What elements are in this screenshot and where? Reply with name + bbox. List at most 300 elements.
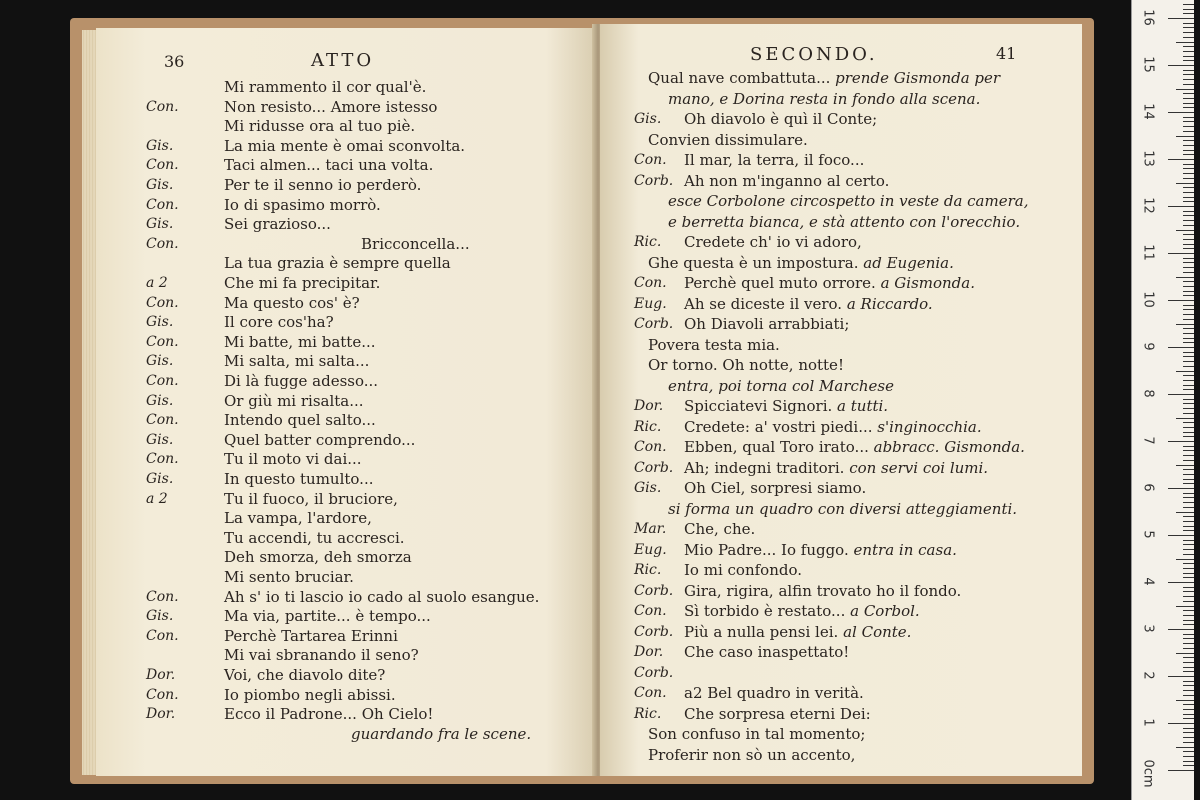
- verse-text: [224, 274, 380, 292]
- speaker-label: Ric.: [634, 705, 662, 722]
- verse-text: [224, 176, 421, 194]
- verse-text: [224, 352, 369, 370]
- ruler-tick: [1183, 685, 1194, 686]
- verse-words: Oh Diavoli arrabbiati;: [684, 315, 850, 333]
- ruler-tick: [1183, 291, 1194, 292]
- verse-words: Il mar, la terra, il foco...: [684, 151, 865, 169]
- ruler-tick: [1183, 638, 1194, 639]
- ruler-label: 15: [1140, 56, 1156, 73]
- ruler-tick: [1183, 671, 1194, 672]
- ruler-tick: [1183, 389, 1194, 390]
- ruler-tick: [1183, 521, 1194, 522]
- ruler-label: 1: [1140, 718, 1156, 727]
- ruler-tick: [1183, 502, 1194, 503]
- ruler-tick: [1168, 347, 1194, 348]
- verse-text: [648, 336, 780, 354]
- speaker-label: Gis.: [146, 431, 174, 448]
- verse-text: [224, 98, 437, 116]
- ruler-tick: [1183, 493, 1194, 494]
- ruler-tick: [1168, 65, 1194, 66]
- verse-text: [224, 686, 396, 704]
- ruler-tick: [1183, 709, 1194, 710]
- verse-words: Ma questo cos' è?: [224, 293, 360, 312]
- verse-text: [668, 90, 980, 108]
- left-running-head: ATTO: [311, 50, 375, 71]
- verse-words: Taci almen... taci una volta.: [224, 156, 434, 175]
- ruler-tick: [1176, 512, 1194, 513]
- speaker-label: Gis.: [146, 177, 174, 193]
- stage-direction: a Riccardo.: [846, 294, 933, 313]
- verse-words: Ah s' io ti lascio io cado al suolo esangue.: [224, 587, 540, 606]
- ruler-tick: [1168, 394, 1194, 395]
- verse-text: [684, 233, 862, 251]
- stage-direction: con servi coi lumi.: [849, 458, 989, 477]
- speaker-label: Con.: [634, 152, 667, 168]
- ruler-tick: [1168, 300, 1194, 301]
- ruler-label: 12: [1140, 197, 1156, 214]
- verse-text: [224, 372, 378, 390]
- ruler-tick: [1183, 4, 1194, 5]
- ruler-tick: [1183, 718, 1194, 719]
- speaker-label: Con.: [634, 275, 667, 291]
- ruler-tick: [1183, 427, 1194, 428]
- verse-text: [684, 397, 888, 415]
- speaker-label: Gis.: [146, 314, 174, 331]
- ruler-label: 14: [1140, 103, 1156, 120]
- ruler-tick: [1183, 239, 1194, 240]
- ruler-tick: [1183, 328, 1194, 329]
- verse-words: Sì torbido è restato...: [684, 602, 851, 620]
- verse-words: Ah non m'inganno al certo.: [684, 171, 890, 190]
- ruler-tick: [1183, 403, 1194, 404]
- speaker-label: Ric.: [634, 418, 662, 435]
- ruler-tick: [1183, 681, 1194, 682]
- verse-words: Per te il senno io perderò.: [224, 176, 422, 194]
- verse-words: Ghe questa è un impostura.: [648, 253, 864, 272]
- speaker-label: Dor.: [146, 706, 176, 723]
- ruler-label: 9: [1140, 342, 1156, 351]
- speaker-label: Corb.: [634, 582, 674, 599]
- ruler-label: 7: [1140, 436, 1156, 445]
- verse-text: [224, 137, 465, 155]
- ruler-label: 3: [1140, 624, 1156, 633]
- ruler-tick: [1183, 13, 1194, 14]
- verse-words: Che sorpresa eterni Dei:: [684, 704, 871, 723]
- ruler-label: 8: [1140, 389, 1156, 398]
- ruler-tick: [1183, 117, 1194, 118]
- ruler-tick: [1183, 267, 1194, 268]
- ruler-tick: [1183, 737, 1194, 738]
- ruler-tick: [1183, 751, 1194, 752]
- ruler-tick: [1183, 197, 1194, 198]
- ruler-tick: [1176, 465, 1194, 466]
- verse-text: [684, 459, 988, 477]
- ruler-tick: [1183, 385, 1194, 386]
- verse-words: In questo tumulto...: [224, 470, 374, 488]
- stage-direction: a Corbol.: [850, 602, 920, 620]
- speaker-label: Corb.: [634, 664, 674, 681]
- verse-words: Io piombo negli abissi.: [224, 685, 396, 704]
- ruler-tick: [1168, 253, 1194, 254]
- stage-direction: e berretta bianca, e stà attento con l'orecchio.: [668, 212, 1021, 231]
- verse-words: Mi salta, mi salta...: [224, 352, 370, 371]
- ruler-tick: [1183, 98, 1194, 99]
- verse-words: Ah se diceste il vero.: [684, 294, 847, 313]
- left-page-number: 36: [164, 52, 185, 71]
- verse-text: [224, 215, 331, 233]
- ruler-tick: [1183, 103, 1194, 104]
- ruler-tick: [1183, 455, 1194, 456]
- speaker-label: Eug.: [634, 295, 667, 312]
- verse-text: [224, 588, 539, 606]
- ruler-tick: [1183, 413, 1194, 414]
- verse-text: [684, 479, 866, 497]
- ruler-tick: [1183, 450, 1194, 451]
- ruler-tick: [1168, 441, 1194, 442]
- verse-text: [648, 356, 844, 374]
- verse-text: [684, 151, 864, 169]
- ruler-tick: [1183, 474, 1194, 475]
- ruler-tick: [1183, 305, 1194, 306]
- ruler-label: 16: [1140, 9, 1156, 26]
- ruler-tick: [1168, 18, 1194, 19]
- ruler-tick: [1183, 648, 1194, 649]
- speaker-label: Dor.: [146, 667, 176, 683]
- ruler-label: 4: [1140, 577, 1156, 586]
- ruler-tick: [1183, 765, 1194, 766]
- verse-words: La mia mente è omai sconvolta.: [224, 136, 466, 155]
- ruler-label: 11: [1140, 244, 1156, 261]
- ruler-tick: [1183, 483, 1194, 484]
- verse-text: [684, 418, 982, 436]
- ruler-tick: [1183, 140, 1194, 141]
- ruler-tick: [1183, 643, 1194, 644]
- verse-text: [668, 500, 1017, 518]
- verse-words: Spicciatevi Signori.: [684, 397, 838, 415]
- ruler-tick: [1183, 446, 1194, 447]
- ruler-tick: [1168, 159, 1194, 160]
- right-page: [600, 24, 1082, 776]
- ruler-tick: [1183, 662, 1194, 663]
- verse-words: Bricconcella...: [361, 234, 470, 253]
- speaker-label: Corb.: [634, 623, 674, 640]
- ruler-tick: [1183, 121, 1194, 122]
- verse-text: [684, 172, 889, 190]
- left-page: [96, 28, 596, 776]
- verse-words: Io mi confondo.: [684, 561, 802, 579]
- verse-text: [684, 623, 911, 641]
- ruler-tick: [1183, 436, 1194, 437]
- verse-words: Mi sento bruciar.: [224, 568, 354, 586]
- ruler-tick: [1183, 319, 1194, 320]
- right-running-head: SECONDO.: [750, 44, 878, 65]
- ruler-tick: [1183, 150, 1194, 151]
- verse-words: Tu il fuoco, il bruciore,: [224, 489, 398, 508]
- ruler-tick: [1176, 136, 1194, 137]
- verse-words: Mi vai sbranando il seno?: [224, 646, 419, 665]
- speaker-label: Gis.: [634, 111, 662, 127]
- verse-words: Oh diavolo è quì il Conte;: [684, 110, 878, 128]
- ruler-tick: [1183, 281, 1194, 282]
- verse-words: Gira, rigira, alfin trovato ho il fondo.: [684, 581, 962, 600]
- verse-text: [224, 666, 385, 684]
- ruler-tick: [1183, 399, 1194, 400]
- ruler-tick: [1183, 74, 1194, 75]
- ruler-tick: [1183, 587, 1194, 588]
- verse-text: [684, 315, 849, 333]
- speaker-label: a 2: [146, 490, 168, 507]
- verse-text: [684, 110, 877, 128]
- verse-text: [224, 509, 372, 527]
- ruler-tick: [1183, 309, 1194, 310]
- ruler-tick: [1183, 262, 1194, 263]
- speaker-label: Con.: [146, 412, 179, 429]
- ruler-tick: [1176, 371, 1194, 372]
- ruler-tick: [1183, 84, 1194, 85]
- ruler-tick: [1183, 732, 1194, 733]
- verse-text: [684, 643, 849, 661]
- ruler-tick: [1183, 591, 1194, 592]
- verse-words: Tu il moto vi dai...: [224, 450, 362, 469]
- ruler-label: 10: [1140, 291, 1156, 308]
- ruler-tick: [1183, 554, 1194, 555]
- ruler-tick: [1183, 79, 1194, 80]
- ruler-tick: [1183, 695, 1194, 696]
- ruler-tick: [1183, 211, 1194, 212]
- verse-text: [224, 450, 362, 468]
- verse-text: [684, 520, 755, 538]
- verse-words: a2 Bel quadro in verità.: [684, 684, 864, 702]
- verse-words: Non resisto... Amore istesso: [224, 97, 438, 116]
- ruler-tick: [1183, 690, 1194, 691]
- speaker-label: Eug.: [634, 541, 667, 558]
- ruler-tick: [1183, 657, 1194, 658]
- ruler-tick: [1168, 112, 1194, 113]
- speaker-label: Con.: [146, 686, 179, 703]
- ruler-tick: [1183, 408, 1194, 409]
- verse-words: Or giù mi risalta...: [224, 391, 364, 410]
- verse-text: [224, 78, 426, 96]
- stage-direction: entra, poi torna col Marchese: [668, 376, 894, 395]
- measuring-ruler: [1131, 0, 1194, 800]
- verse-words: Proferir non sò un accento,: [648, 745, 856, 764]
- ruler-tick: [1183, 714, 1194, 715]
- ruler-tick: [1183, 215, 1194, 216]
- ruler-tick: [1176, 183, 1194, 184]
- ruler-tick: [1183, 667, 1194, 668]
- ruler-tick: [1183, 342, 1194, 343]
- ruler-tick: [1183, 610, 1194, 611]
- ruler-tick: [1183, 352, 1194, 353]
- verse-words: Mi batte, mi batte...: [224, 332, 376, 351]
- ruler-tick: [1183, 333, 1194, 334]
- verse-text: [668, 377, 894, 395]
- speaker-label: Mar.: [634, 521, 667, 537]
- speaker-label: Con.: [146, 196, 179, 213]
- verse-text: [684, 582, 961, 600]
- ruler-tick: [1183, 704, 1194, 705]
- ruler-tick: [1183, 620, 1194, 621]
- ruler-tick: [1168, 206, 1194, 207]
- speaker-label: Con.: [146, 157, 179, 174]
- verse-text: [224, 705, 433, 723]
- verse-words: Deh smorza, deh smorza: [224, 548, 412, 567]
- verse-text: [224, 156, 433, 174]
- ruler-tick: [1183, 563, 1194, 564]
- ruler-label: 2: [1140, 671, 1156, 680]
- stage-direction: abbracc. Gismonda.: [873, 438, 1025, 456]
- ruler-tick: [1183, 526, 1194, 527]
- ruler-tick: [1176, 606, 1194, 607]
- ruler-tick: [1168, 488, 1194, 489]
- verse-text: [224, 529, 405, 547]
- verse-words: Tu accendi, tu accresci.: [224, 528, 405, 547]
- verse-text: [648, 746, 855, 764]
- verse-text: [224, 490, 398, 508]
- verse-text: [224, 411, 376, 429]
- verse-words: Son confuso in tal momento;: [648, 725, 866, 743]
- ruler-tick: [1183, 516, 1194, 517]
- ruler-tick: [1183, 126, 1194, 127]
- stage-direction: ad Eugenia.: [863, 253, 954, 272]
- verse-text: [648, 254, 954, 272]
- ruler-tick: [1176, 324, 1194, 325]
- ruler-tick: [1168, 535, 1194, 536]
- verse-text: [668, 213, 1020, 231]
- ruler-tick: [1183, 272, 1194, 273]
- verse-text: [351, 725, 531, 743]
- ruler-tick: [1176, 700, 1194, 701]
- verse-words: Che mi fa precipitar.: [224, 274, 381, 292]
- ruler-tick: [1183, 248, 1194, 249]
- verse-text: [224, 548, 412, 566]
- ruler-tick: [1183, 145, 1194, 146]
- stage-direction: a tutti.: [837, 397, 889, 415]
- ruler-tick: [1176, 89, 1194, 90]
- verse-text: [684, 561, 802, 579]
- ruler-tick: [1176, 230, 1194, 231]
- ruler-tick: [1183, 596, 1194, 597]
- speaker-label: Con.: [146, 333, 179, 350]
- verse-words: Intendo quel salto...: [224, 411, 376, 430]
- verse-text: [684, 684, 864, 702]
- verse-text: [648, 131, 808, 149]
- ruler-tick: [1183, 32, 1194, 33]
- ruler-tick: [1183, 107, 1194, 108]
- verse-words: Or torno. Oh notte, notte!: [648, 356, 844, 374]
- verse-words: La vampa, l'ardore,: [224, 509, 372, 528]
- speaker-label: Con.: [634, 685, 667, 701]
- verse-text: [224, 627, 398, 645]
- ruler-tick: [1183, 479, 1194, 480]
- ruler-tick: [1183, 615, 1194, 616]
- verse-text: [684, 541, 957, 559]
- verse-words: Credete: a' vostri piedi...: [684, 417, 878, 436]
- right-page-number: 41: [996, 44, 1017, 63]
- ruler-label: 6: [1140, 483, 1156, 492]
- verse-text: [684, 295, 933, 313]
- verse-words: Il core cos'ha?: [224, 313, 334, 332]
- ruler-tick: [1183, 27, 1194, 28]
- ruler-tick: [1183, 549, 1194, 550]
- verse-text: [224, 196, 381, 214]
- speaker-label: Gis.: [146, 353, 174, 370]
- verse-words: Ecco il Padrone... Oh Cielo!: [224, 705, 434, 724]
- ruler-tick: [1183, 220, 1194, 221]
- stage-direction: si forma un quadro con diversi atteggiamenti.: [668, 499, 1018, 518]
- ruler-tick: [1168, 676, 1194, 677]
- speaker-label: Con.: [146, 98, 179, 115]
- ruler-tick: [1183, 258, 1194, 259]
- ruler-tick: [1183, 60, 1194, 61]
- verse-words: Che, che.: [684, 520, 756, 538]
- verse-text: [224, 254, 451, 272]
- ruler-tick: [1183, 634, 1194, 635]
- ruler-tick: [1176, 653, 1194, 654]
- stage-direction: entra in casa.: [853, 540, 957, 559]
- ruler-tick: [1183, 728, 1194, 729]
- ruler-tick: [1183, 56, 1194, 57]
- ruler-tick: [1183, 244, 1194, 245]
- verse-words: Qual nave combattuta...: [648, 69, 836, 87]
- ruler-label: 13: [1140, 150, 1156, 167]
- ruler-tick: [1183, 314, 1194, 315]
- ruler-tick: [1183, 356, 1194, 357]
- stage-direction: al Conte.: [843, 622, 912, 641]
- speaker-label: Dor.: [634, 398, 664, 414]
- ruler-tick: [1183, 507, 1194, 508]
- speaker-label: a 2: [146, 275, 168, 291]
- ruler-tick: [1183, 422, 1194, 423]
- ruler-tick: [1183, 93, 1194, 94]
- verse-words: La tua grazia è sempre quella: [224, 254, 451, 273]
- stage-direction: s'inginocchia.: [877, 417, 982, 436]
- ruler-tick: [1183, 338, 1194, 339]
- speaker-label: Corb.: [634, 172, 674, 189]
- verse-words: Di là fugge adesso...: [224, 372, 379, 390]
- speaker-label: Con.: [146, 294, 179, 311]
- ruler-tick: [1183, 234, 1194, 235]
- ruler-tick: [1183, 761, 1194, 762]
- ruler-tick: [1183, 624, 1194, 625]
- ruler-tick: [1183, 131, 1194, 132]
- verse-words: Più a nulla pensi lei.: [684, 622, 844, 641]
- ruler-tick: [1183, 460, 1194, 461]
- verse-text: [648, 725, 865, 743]
- verse-text: [224, 117, 415, 135]
- ruler-tick: [1183, 23, 1194, 24]
- ruler-tick: [1183, 37, 1194, 38]
- ruler-tick: [1183, 568, 1194, 569]
- ruler-tick: [1183, 530, 1194, 531]
- verse-words: Credete ch' io vi adoro,: [684, 233, 862, 251]
- speaker-label: Con.: [146, 373, 179, 389]
- verse-words: Mi rammento il cor qual'è.: [224, 78, 427, 96]
- speaker-label: Gis.: [146, 471, 174, 487]
- ruler-tick: [1183, 286, 1194, 287]
- ruler-tick: [1183, 601, 1194, 602]
- ruler-tick: [1183, 173, 1194, 174]
- verse-text: [684, 438, 1025, 456]
- verse-words: Ebben, qual Toro irato...: [684, 438, 874, 456]
- ruler-label: 0cm: [1140, 759, 1156, 788]
- speaker-label: Gis.: [146, 137, 174, 154]
- verse-words: Ma via, partite... è tempo...: [224, 607, 431, 626]
- verse-text: [361, 235, 470, 253]
- verse-words: Povera testa mia.: [648, 335, 780, 354]
- ruler-tick: [1183, 756, 1194, 757]
- verse-text: [684, 705, 871, 723]
